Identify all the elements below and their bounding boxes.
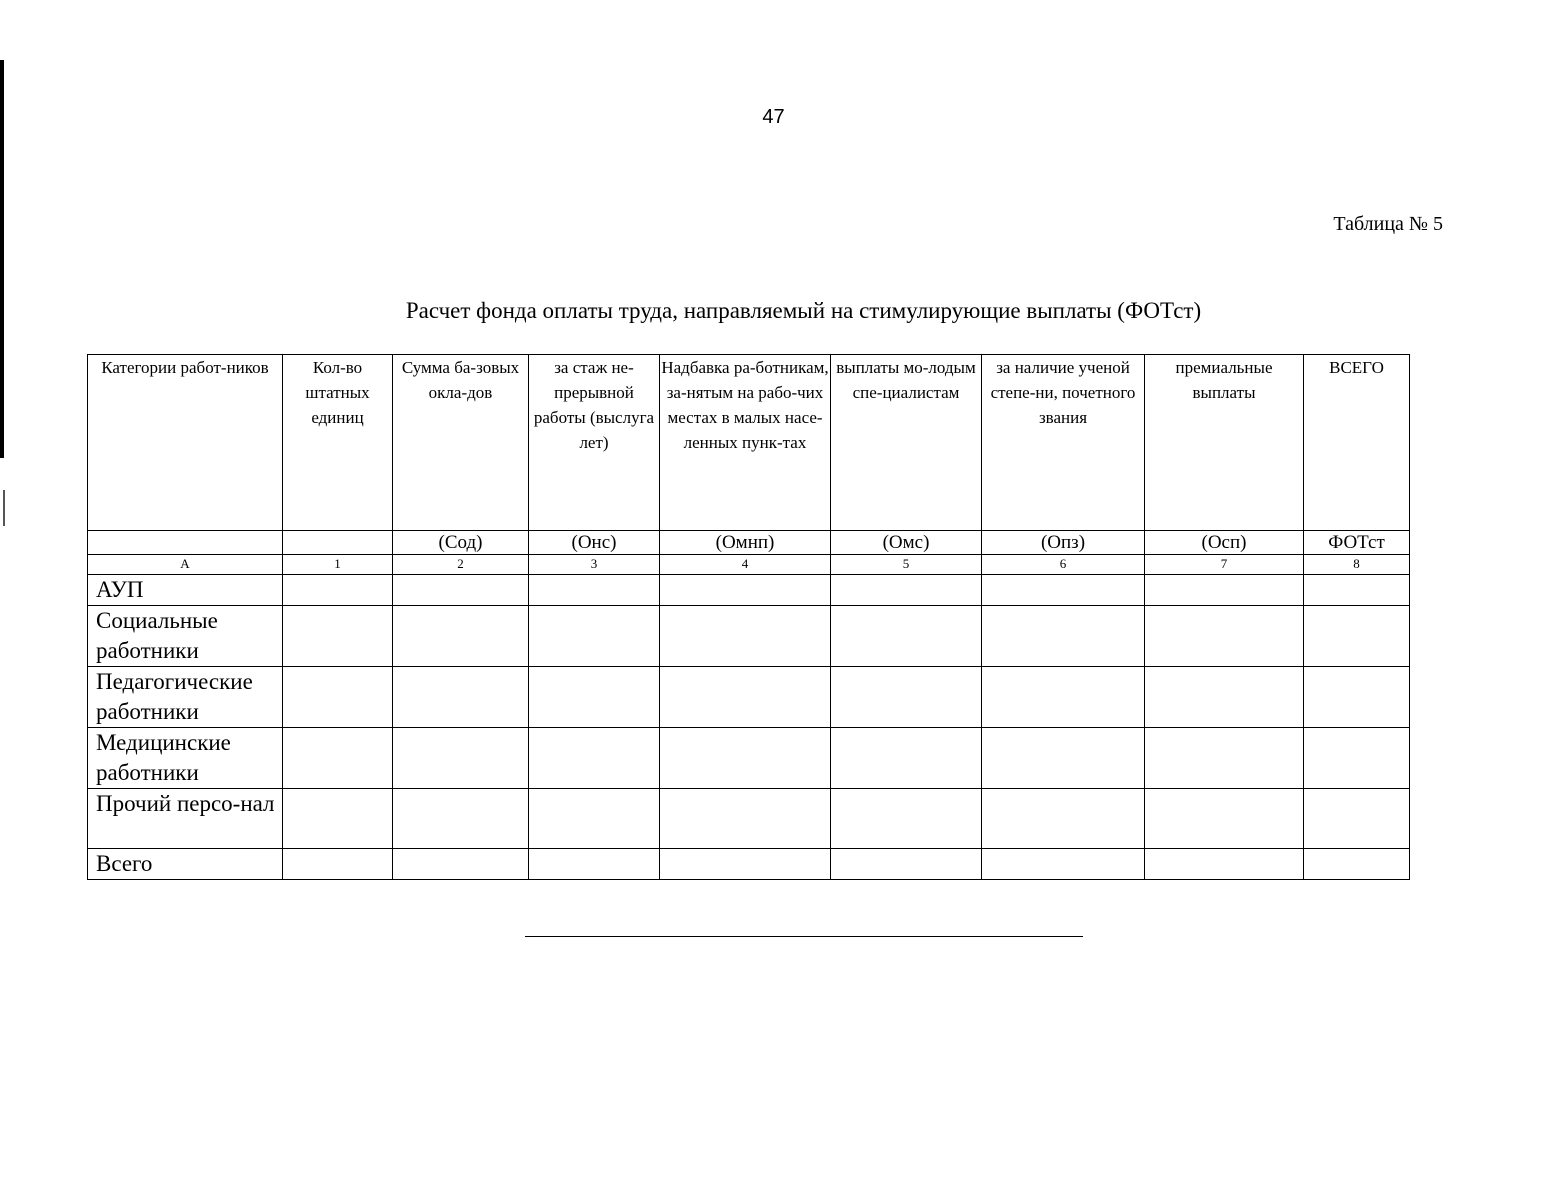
table-cell (982, 606, 1145, 667)
left-margin-mark-small (3, 490, 5, 526)
code-cell: (Онс) (529, 531, 660, 555)
table-row (88, 606, 1410, 667)
header-cell-seniority: за стаж не-прерывной работы (выслуга лет) (529, 355, 660, 531)
table-cell (831, 789, 982, 849)
column-number-cell: 5 (831, 555, 982, 575)
row-label-aup: АУП (88, 575, 283, 606)
header-cell-base-salaries: Сумма ба-зовых окла-дов (393, 355, 529, 531)
page-number: 47 (762, 106, 785, 128)
table-cell (283, 575, 393, 606)
table-cell (660, 606, 831, 667)
header-cell-small-settlements: Надбавка ра-ботникам, за-нятым на рабо-чих местах в малых насе-ленных пунк-тах (660, 355, 831, 531)
table-cell (393, 575, 529, 606)
table-cell (1145, 575, 1304, 606)
column-number-row (88, 555, 1410, 575)
table-cell (982, 575, 1145, 606)
table-cell (1304, 667, 1410, 728)
table-row (88, 575, 1410, 606)
table-cell (393, 728, 529, 789)
column-number-cell: 2 (393, 555, 529, 575)
code-cell: (Омс) (831, 531, 982, 555)
header-cell-staff-units: Кол-во штатных единиц (283, 355, 393, 531)
row-label-social-workers: Социальные работники (88, 606, 283, 667)
table-cell (283, 789, 393, 849)
row-label-pedagogical-workers: Педагогические работники (88, 667, 283, 728)
code-cell: (Опз) (982, 531, 1145, 555)
table-row (88, 789, 1410, 849)
table-cell (529, 728, 660, 789)
column-number-cell: 6 (982, 555, 1145, 575)
table-cell (1304, 606, 1410, 667)
table-cell (529, 849, 660, 880)
table-number: Таблица № 5 (1333, 213, 1443, 235)
table-cell (529, 575, 660, 606)
table-cell (1145, 789, 1304, 849)
bottom-divider-line (525, 936, 1083, 937)
code-cell: (Осп) (1145, 531, 1304, 555)
table-cell (1304, 575, 1410, 606)
table-cell (831, 575, 982, 606)
column-number-cell: 7 (1145, 555, 1304, 575)
table-cell (982, 849, 1145, 880)
row-label-other-staff: Прочий персо-нал (88, 789, 283, 849)
code-cell: ФОТст (1304, 531, 1410, 555)
payroll-table (87, 354, 1410, 880)
table-cell (660, 849, 831, 880)
table-cell (393, 606, 529, 667)
table-cell (831, 728, 982, 789)
table-cell (393, 849, 529, 880)
table-cell (660, 667, 831, 728)
table-cell (1145, 849, 1304, 880)
table-cell (283, 849, 393, 880)
table-cell (529, 789, 660, 849)
header-cell-young-specialists: выплаты мо-лодым спе-циалистам (831, 355, 982, 531)
table-cell (1145, 728, 1304, 789)
table-cell (660, 728, 831, 789)
table-cell (660, 575, 831, 606)
row-label-medical-workers: Медицинские работники (88, 728, 283, 789)
table-cell (1304, 728, 1410, 789)
table-cell (1145, 667, 1304, 728)
header-row (88, 355, 1410, 531)
column-number-cell: 1 (283, 555, 393, 575)
table-cell (1304, 789, 1410, 849)
table-cell (982, 667, 1145, 728)
row-label-total: Всего (88, 849, 283, 880)
code-cell (88, 531, 283, 555)
table-row (88, 667, 1410, 728)
table-cell (831, 667, 982, 728)
column-number-cell: 3 (529, 555, 660, 575)
header-cell-category: Категории работ-ников (88, 355, 283, 531)
table-cell (982, 789, 1145, 849)
table-cell (393, 789, 529, 849)
table-row-total (88, 849, 1410, 880)
header-cell-total: ВСЕГО (1304, 355, 1410, 531)
table-row (88, 728, 1410, 789)
table-cell (831, 849, 982, 880)
code-cell: (Омнп) (660, 531, 831, 555)
code-cell (283, 531, 393, 555)
column-number-cell: 4 (660, 555, 831, 575)
table-cell (283, 728, 393, 789)
header-cell-academic-degree: за наличие ученой степе-ни, почетного звания (982, 355, 1145, 531)
column-number-cell: А (88, 555, 283, 575)
header-cell-bonus: премиальные выплаты (1145, 355, 1304, 531)
table-cell (982, 728, 1145, 789)
table-cell (529, 606, 660, 667)
table-cell (1304, 849, 1410, 880)
column-number-cell: 8 (1304, 555, 1410, 575)
table-cell (1145, 606, 1304, 667)
table-cell (393, 667, 529, 728)
table-cell (529, 667, 660, 728)
table-cell (283, 606, 393, 667)
table-cell (283, 667, 393, 728)
code-row (88, 531, 1410, 555)
document-title: Расчет фонда оплаты труда, направляемый на стимулирующие выплаты (ФОТст) (405, 298, 1202, 323)
table-cell (831, 606, 982, 667)
code-cell: (Сод) (393, 531, 529, 555)
table-cell (660, 789, 831, 849)
